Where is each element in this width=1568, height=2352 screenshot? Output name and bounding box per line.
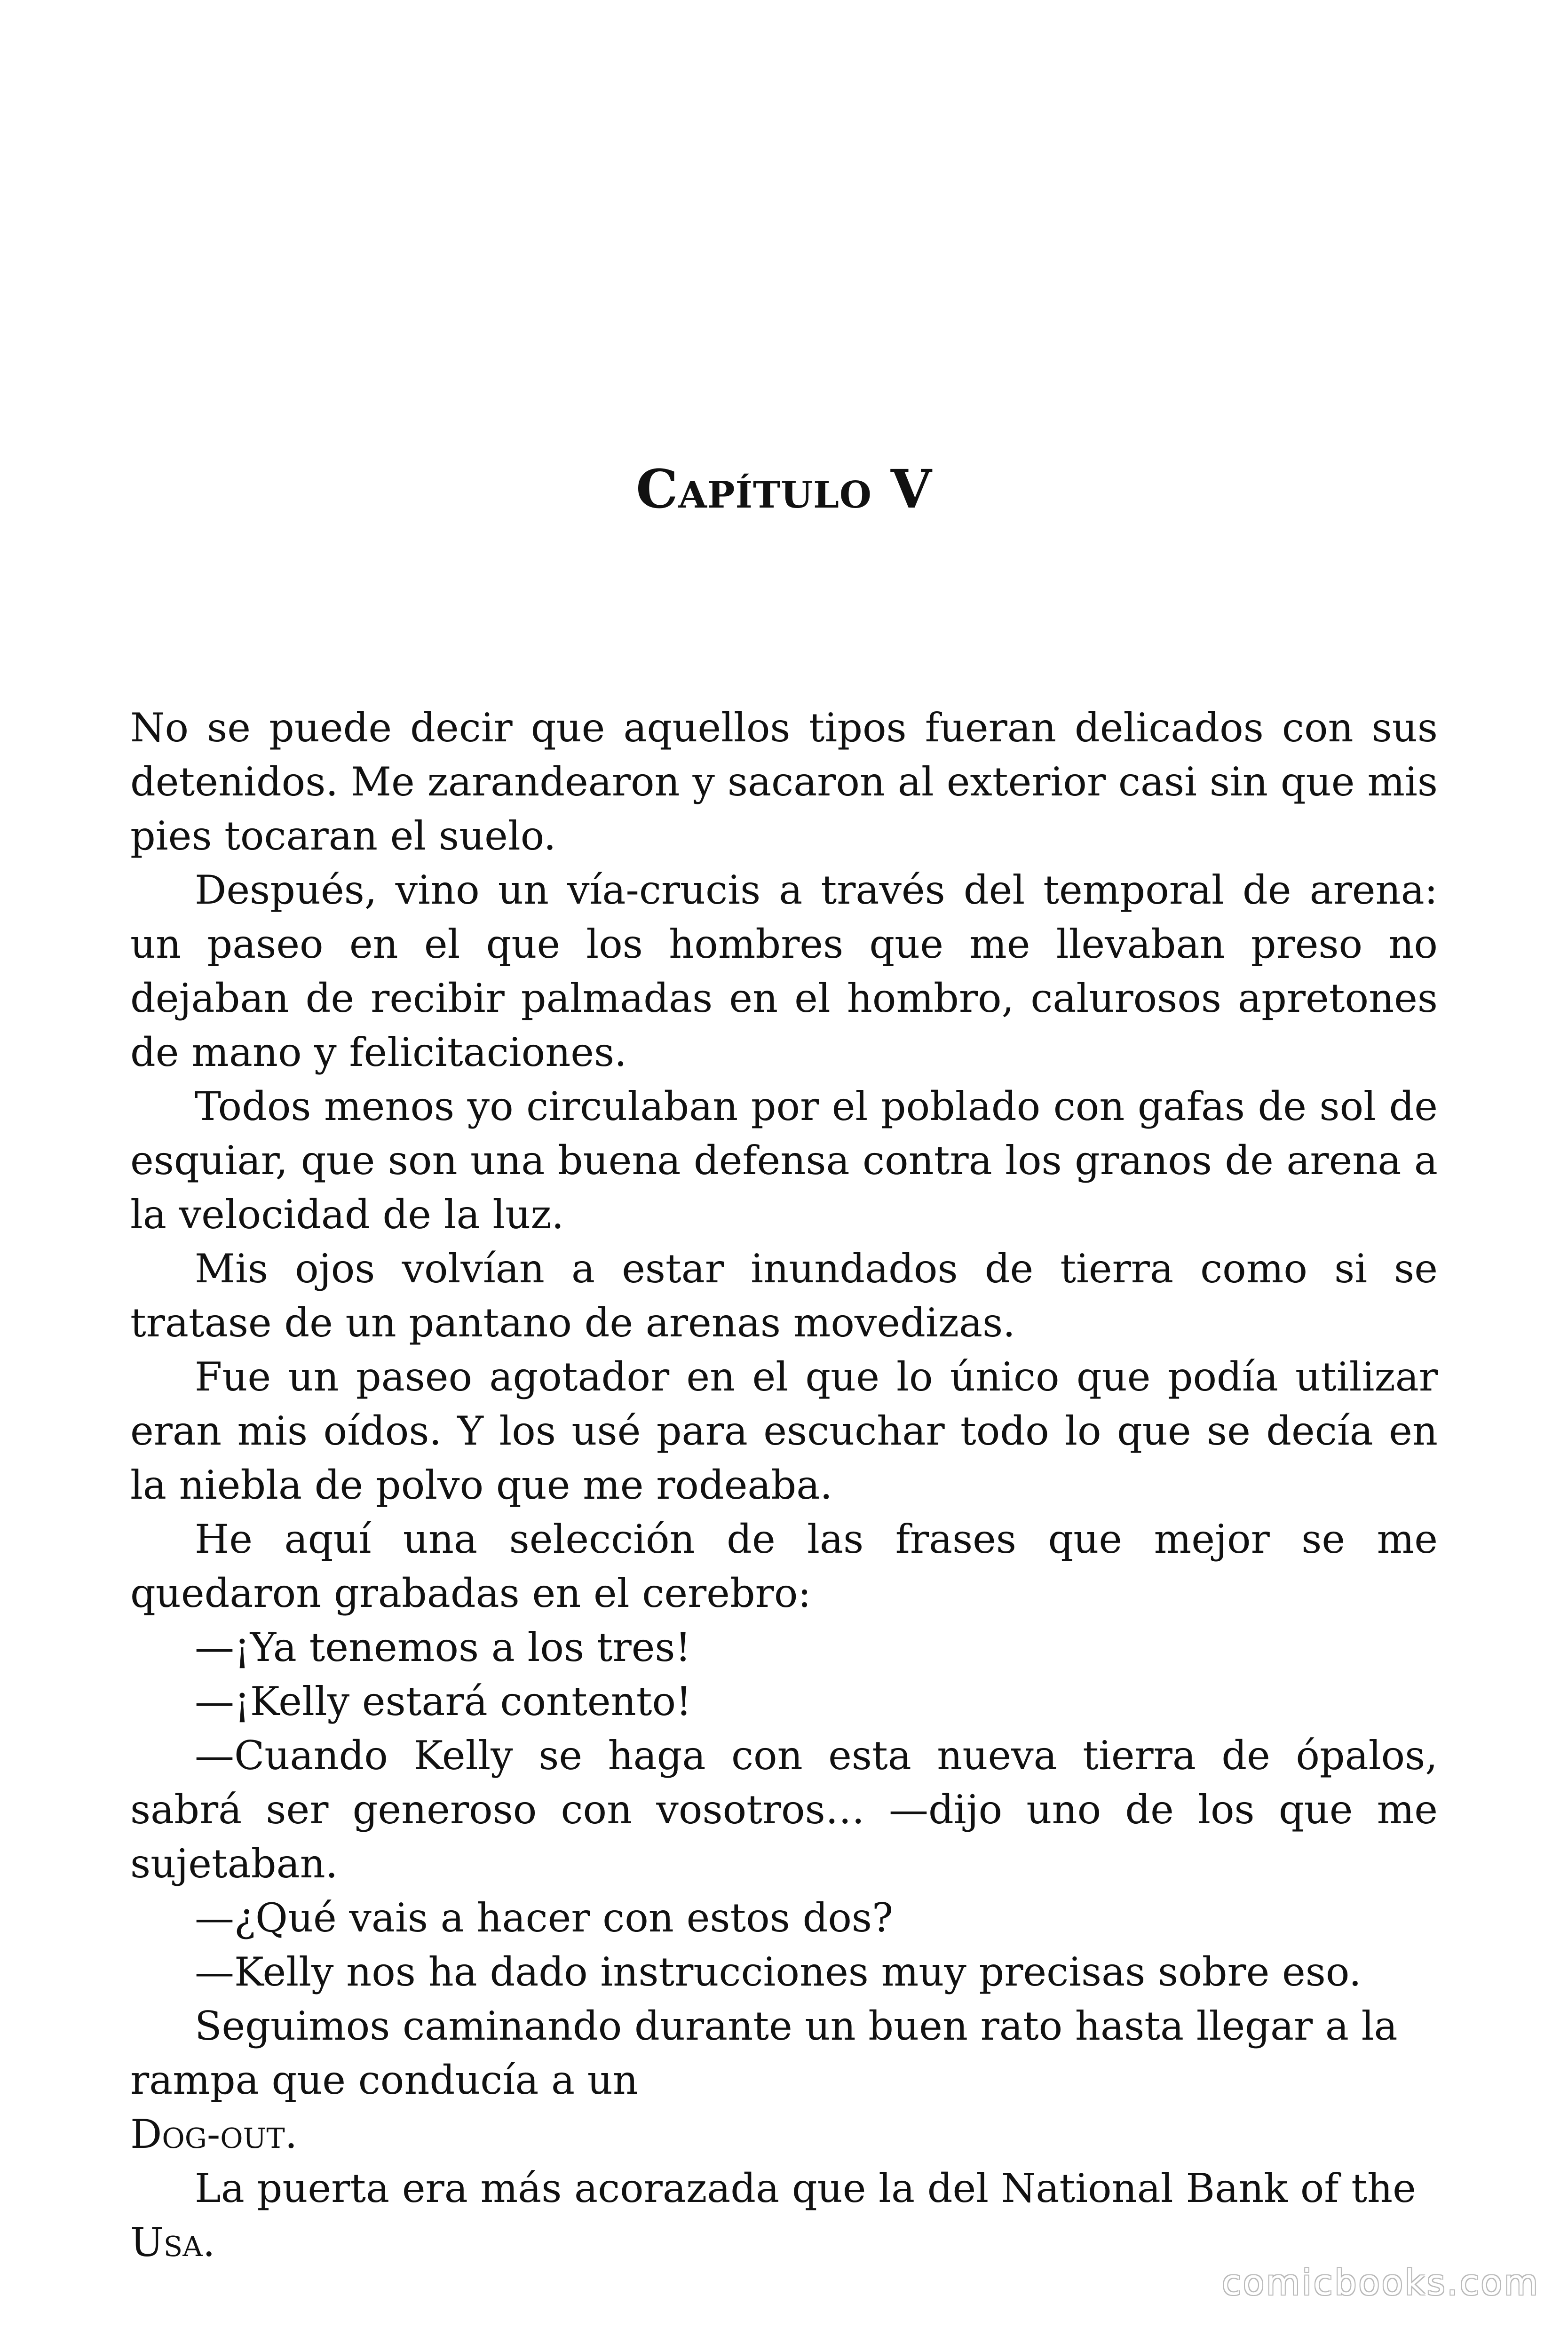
dialogue-line: —¿Qué vais a hacer con estos dos?	[195, 1895, 894, 1941]
dialogue-line: —Kelly nos ha dado instrucciones muy precisas sobre eso.	[195, 1949, 1362, 1995]
dialogue-line: —Cuando Kelly se haga con esta nueva tierra de ópalos, sabrá ser generoso con vosotros… —dijo uno de los que me sujetaban.	[130, 1732, 1438, 1887]
paragraph: Mis ojos volvían a estar inundados de tierra como si se tratase de un pantano de arenas movedizas.	[130, 1246, 1438, 1346]
dialogue-line: —¡Kelly estará contento!	[195, 1678, 692, 1724]
body-text	[130, 701, 1438, 2270]
paragraph: No se puede decir que aquellos tipos fueran delicados con sus detenidos. Me zarandearon y sacaron al exterior casi sin que mis pies tocaran el suelo.	[130, 705, 1438, 859]
paragraph: Usa.	[130, 2219, 215, 2265]
paragraph: He aquí una selección de las frases que mejor se me quedaron grabadas en el cerebro:	[130, 1516, 1438, 1616]
paragraph: Después, vino un vía-crucis a través del temporal de arena: un paseo en el que los hombres que me llevaban preso no dejaban de recibir palmadas en el hombro, calurosos apretones de mano y felicitaciones.	[130, 867, 1438, 1075]
paragraph: Dog-out.	[130, 2111, 298, 2157]
watermark: comicbooks.com	[1222, 2263, 1540, 2303]
paragraph: Todos menos yo circulaban por el poblado con gafas de sol de esquiar, que son una buena defensa contra los granos de arena a la velocidad de la luz.	[130, 1083, 1438, 1238]
paragraph: Seguimos caminando durante un buen rato hasta llegar a la rampa que conducía a un	[130, 2003, 1398, 2103]
paragraph: Fue un paseo agotador en el que lo único que podía utilizar eran mis oídos. Y los usé para escuchar todo lo que se decía en la niebla de polvo que me rodeaba.	[130, 1354, 1438, 1508]
dialogue-line: —¡Ya tenemos a los tres!	[195, 1624, 691, 1670]
paragraph: La puerta era más acorazada que la del National Bank of the	[195, 2165, 1416, 2211]
chapter-title: Capítulo V	[636, 459, 932, 520]
